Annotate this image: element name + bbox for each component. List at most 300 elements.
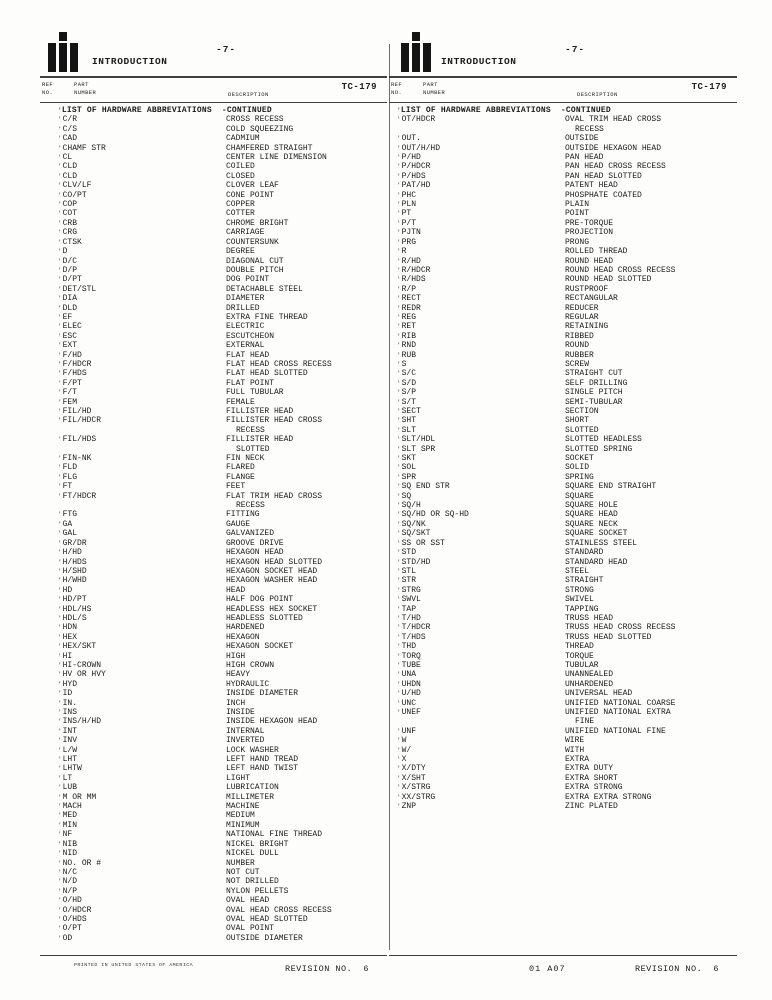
- abbreviation-description: SOLID: [565, 463, 590, 473]
- abbreviation-code: ' T/HDS: [397, 633, 565, 642]
- abbreviation-description: UNHARDENED: [565, 679, 614, 689]
- abbreviation-row: [58, 115, 387, 124]
- abbreviation-description: UNIFIED NATIONAL EXTRA FINE: [565, 708, 671, 727]
- abbreviation-code: ' L/W: [58, 746, 226, 755]
- abbreviation-row: [397, 369, 737, 378]
- abbreviation-description: FILLISTER HEAD CROSS RECESS: [226, 416, 323, 435]
- abbreviation-description: ZINC PLATED: [565, 802, 618, 812]
- abbreviation-code: ' CHAMF STR: [58, 144, 226, 153]
- abbreviation-row: [58, 172, 387, 181]
- abbreviation-description: CONE POINT: [226, 190, 275, 200]
- abbreviation-description: OVAL HEAD SLOTTED: [226, 914, 308, 924]
- abbreviation-row: [397, 351, 737, 360]
- abbreviation-row: [58, 717, 387, 726]
- abbreviation-description: HALF DOG POINT: [226, 595, 294, 605]
- abbreviation-row: [397, 708, 737, 727]
- abbreviation-description: STRAIGHT: [565, 576, 604, 586]
- abbreviation-code: ' RET: [397, 322, 565, 331]
- abbreviation-row: [397, 510, 737, 519]
- abbreviation-description: ROUND HEAD CROSS RECESS: [565, 265, 676, 275]
- abbreviation-description: SLOTTED HEADLESS: [565, 435, 642, 445]
- abbreviation-description: SWIVEL: [565, 595, 594, 605]
- abbreviation-description: CARRIAGE: [226, 228, 265, 238]
- abbreviation-description: NOT DRILLED: [226, 877, 279, 887]
- abbreviation-code: ' HDL/HS: [58, 605, 226, 614]
- abbreviation-description: OUTSIDE HEXAGON HEAD: [565, 143, 662, 153]
- abbreviation-description: LIGHT: [226, 773, 251, 783]
- abbreviation-code: ' W/: [397, 746, 565, 755]
- revision-number: REVISION NO. 6: [634, 964, 719, 974]
- abbreviation-description: LUBRICATION: [226, 783, 279, 793]
- abbreviation-description: NUMBER: [226, 858, 255, 868]
- abbreviation-code: ' SLT: [397, 426, 565, 435]
- abbreviation-description: FLAT HEAD SLOTTED: [226, 369, 308, 379]
- abbreviation-code: ' UNC: [397, 699, 565, 708]
- abbreviation-description: SHORT: [565, 416, 590, 426]
- abbreviation-row: [397, 144, 737, 153]
- abbreviation-code: ' ZNP: [397, 802, 565, 811]
- doc-code: TC-179: [691, 82, 727, 92]
- abbreviation-description: PLAIN: [565, 200, 590, 210]
- abbreviation-row: [397, 670, 737, 679]
- abbreviation-description: SELF DRILLING: [565, 378, 628, 388]
- abbreviation-code: ' INS/H/HD: [58, 717, 226, 726]
- abbreviation-row: [397, 548, 737, 557]
- abbreviation-code: ' UHDN: [397, 680, 565, 689]
- abbreviation-code: ' STD/HD: [397, 558, 565, 567]
- abbreviation-description: FLARED: [226, 463, 255, 473]
- abbreviation-row: [58, 454, 387, 463]
- abbreviation-code: ' STD: [397, 548, 565, 557]
- abbreviation-description: FLAT POINT: [226, 378, 275, 388]
- abbreviation-description: WIRE: [565, 736, 585, 746]
- abbreviation-code: ' R/HDS: [397, 275, 565, 284]
- abbreviation-code: ' D/C: [58, 257, 226, 266]
- abbreviation-description: RUSTPROOF: [565, 284, 609, 294]
- abbreviation-row: [397, 623, 737, 632]
- abbreviation-code: ' CO/PT: [58, 191, 226, 200]
- abbreviation-code: ' CAD: [58, 134, 226, 143]
- section-title: INTRODUCTION: [92, 56, 168, 67]
- abbreviation-row: [58, 275, 387, 284]
- abbreviation-description: GAUGE: [226, 519, 251, 529]
- abbreviation-code: ' SQ/SKT: [397, 529, 565, 538]
- abbreviation-description: CROSS RECESS: [226, 115, 284, 125]
- abbreviation-code: ' SQ/NK: [397, 520, 565, 529]
- abbreviation-description: PROJECTION: [565, 228, 614, 238]
- abbreviation-code: ' P/HDS: [397, 172, 565, 181]
- abbreviation-code: ' SECT: [397, 407, 565, 416]
- abbreviation-row: [58, 652, 387, 661]
- abbreviation-row: [397, 567, 737, 576]
- abbreviation-code: ' INS: [58, 708, 226, 717]
- abbreviation-description: RUBBER: [565, 350, 594, 360]
- abbreviation-row: [397, 228, 737, 237]
- abbreviation-code: ' R/P: [397, 285, 565, 294]
- abbreviation-row: [58, 144, 387, 153]
- abbreviation-row: [397, 793, 737, 802]
- page-panel-right: [389, 30, 737, 982]
- page-divider-line: [389, 44, 390, 950]
- abbreviation-code: ' GA: [58, 520, 226, 529]
- abbreviation-description: GALVANIZED: [226, 529, 275, 539]
- abbreviation-code: ' MED: [58, 811, 226, 820]
- abbreviation-code: ' OT/HDCR: [397, 115, 565, 134]
- abbreviation-row: [397, 501, 737, 510]
- abbreviation-code: ' H/HDS: [58, 558, 226, 567]
- abbreviation-code: ' CLV/LF: [58, 181, 226, 190]
- abbreviation-row: [58, 238, 387, 247]
- abbreviation-code: ' NIB: [58, 840, 226, 849]
- panel-header: [389, 30, 737, 76]
- abbreviation-row: [397, 304, 737, 313]
- abbreviation-code: ' LHTW: [58, 764, 226, 773]
- abbreviation-row: [397, 586, 737, 595]
- abbreviation-code: ' HEX: [58, 633, 226, 642]
- abbreviation-description: POINT: [565, 209, 590, 219]
- abbreviation-code: ' H/SHD: [58, 567, 226, 576]
- abbreviation-code: ' GAL: [58, 529, 226, 538]
- abbreviation-description: CLOVER LEAF: [226, 181, 279, 191]
- abbreviation-row: [58, 736, 387, 745]
- abbreviation-description: OVAL POINT: [226, 924, 275, 934]
- abbreviation-code: ' D/P: [58, 266, 226, 275]
- abbreviation-description: GROOVE DRIVE: [226, 538, 284, 548]
- abbreviation-code: ' GR/DR: [58, 539, 226, 548]
- abbreviation-code: ' SOL: [397, 463, 565, 472]
- abbreviation-description: HEADLESS HEX SOCKET: [226, 604, 318, 614]
- abbreviation-description: EXTRA EXTRA STRONG: [565, 792, 652, 802]
- abbreviation-row: [58, 285, 387, 294]
- abbreviation-row: [58, 548, 387, 557]
- abbreviation-description: ELECTRIC: [226, 322, 265, 332]
- abbreviation-code: ' SPR: [397, 473, 565, 482]
- abbreviation-description: FLAT HEAD: [226, 350, 270, 360]
- abbreviation-row: [397, 209, 737, 218]
- abbreviation-row: [397, 341, 737, 350]
- abbreviation-code: ' X: [397, 755, 565, 764]
- abbreviation-description: THREAD: [565, 642, 594, 652]
- abbreviation-code: ' C/R: [58, 115, 226, 124]
- part-number-header: PART NUMBER: [423, 81, 446, 96]
- abbreviation-description: HEAD: [226, 585, 246, 595]
- abbreviation-code: ' HDL/S: [58, 614, 226, 623]
- panel-header: [40, 30, 387, 76]
- abbreviation-row: [397, 595, 737, 604]
- abbreviation-row: [58, 680, 387, 689]
- abbreviation-row: [397, 238, 737, 247]
- abbreviation-description: STRAIGHT CUT: [565, 369, 623, 379]
- abbreviation-description: DIAGONAL CUT: [226, 256, 284, 266]
- abbreviation-description: RETAINING: [565, 322, 609, 332]
- abbreviation-code: ' FTG: [58, 510, 226, 519]
- abbreviation-row: [397, 473, 737, 482]
- abbreviation-description: HIGH CROWN: [226, 660, 275, 670]
- abbreviation-row: [397, 755, 737, 764]
- abbreviation-code: ' OUT.: [397, 134, 565, 143]
- abbreviation-code: ' IN.: [58, 699, 226, 708]
- ref-no-header: REF NO.: [391, 81, 403, 96]
- abbreviation-row: [397, 463, 737, 472]
- abbreviation-description: NOT CUT: [226, 867, 260, 877]
- abbreviation-row: [397, 322, 737, 331]
- abbreviation-row: [397, 633, 737, 642]
- abbreviation-row: [58, 529, 387, 538]
- abbreviation-code: ' HYD: [58, 680, 226, 689]
- abbreviation-code: ' C/S: [58, 125, 226, 134]
- abbreviation-description: WITH: [565, 745, 585, 755]
- abbreviation-code: ' OUT/H/HD: [397, 144, 565, 153]
- abbreviation-code: ' DIA: [58, 294, 226, 303]
- abbreviation-row: [397, 134, 737, 143]
- abbreviation-row: [397, 642, 737, 651]
- abbreviation-description: HEXAGON WASHER HEAD: [226, 576, 318, 586]
- abbreviation-description: CHROME BRIGHT: [226, 218, 289, 228]
- abbreviation-description: HEXAGON: [226, 632, 260, 642]
- abbreviation-code: ' F/PT: [58, 379, 226, 388]
- abbreviation-row: [397, 689, 737, 698]
- list-title: ' LIST OF HARDWARE ABBREVIATIONS -CONTINUED: [397, 106, 737, 115]
- abbreviation-description: CADMIUM: [226, 134, 260, 144]
- abbreviation-row: [58, 849, 387, 858]
- abbreviation-row: [58, 840, 387, 849]
- abbreviation-description: SQUARE HEAD: [565, 510, 618, 520]
- abbreviation-row: [397, 219, 737, 228]
- abbreviation-description: DIAMETER: [226, 294, 265, 304]
- abbreviation-code: ' S/D: [397, 379, 565, 388]
- abbreviation-row: [58, 821, 387, 830]
- abbreviation-row: [58, 463, 387, 472]
- abbreviation-description: SEMI-TUBULAR: [565, 397, 623, 407]
- abbreviation-description: OUTSIDE: [565, 134, 599, 144]
- abbreviation-description: UNIFIED NATIONAL COARSE: [565, 698, 676, 708]
- abbreviation-row: [58, 558, 387, 567]
- abbreviation-row: [58, 407, 387, 416]
- abbreviation-row: [397, 115, 737, 134]
- abbreviation-code: ' T/HDCR: [397, 623, 565, 632]
- abbreviation-code: ' FLG: [58, 473, 226, 482]
- abbreviation-description: SQUARE SOCKET: [565, 529, 628, 539]
- abbreviation-row: [58, 247, 387, 256]
- abbreviation-description: CLOSED: [226, 171, 255, 181]
- abbreviation-row: [58, 764, 387, 773]
- abbreviation-code: ' ID: [58, 689, 226, 698]
- abbreviation-code: ' COP: [58, 200, 226, 209]
- abbreviation-row: [397, 285, 737, 294]
- abbreviation-description: HIGH: [226, 651, 246, 661]
- abbreviation-row: [58, 379, 387, 388]
- abbreviation-row: [58, 661, 387, 670]
- abbreviation-row: [58, 191, 387, 200]
- abbreviation-row: [58, 642, 387, 651]
- abbreviation-description: FEMALE: [226, 397, 255, 407]
- abbreviation-row: [58, 699, 387, 708]
- abbreviation-code: ' F/HDCR: [58, 360, 226, 369]
- abbreviation-description: LEFT HAND TWIST: [226, 764, 299, 774]
- abbreviation-code: ' TAP: [397, 605, 565, 614]
- abbreviation-code: ' HI-CROWN: [58, 661, 226, 670]
- abbreviation-code: ' SQ END STR: [397, 482, 565, 491]
- abbreviation-row: [58, 351, 387, 360]
- abbreviation-row: [397, 605, 737, 614]
- abbreviation-row: [58, 510, 387, 519]
- abbreviation-description: OUTSIDE DIAMETER: [226, 933, 303, 943]
- abbreviation-code: ' NID: [58, 849, 226, 858]
- ih-logo-icon: [399, 32, 433, 72]
- abbreviation-code: ' PT: [397, 209, 565, 218]
- abbreviation-row: [397, 247, 737, 256]
- abbreviation-row: [58, 322, 387, 331]
- abbreviation-code: ' S/C: [397, 369, 565, 378]
- abbreviation-row: [397, 736, 737, 745]
- abbreviation-row: [58, 802, 387, 811]
- abbreviation-row: [58, 294, 387, 303]
- abbreviation-description: STRONG: [565, 585, 594, 595]
- abbreviation-description: DRILLED: [226, 303, 260, 313]
- abbreviation-description: PHOSPHATE COATED: [565, 190, 642, 200]
- abbreviation-code: ' TORQ: [397, 652, 565, 661]
- abbreviation-description: INSIDE HEXAGON HEAD: [226, 717, 318, 727]
- abbreviation-row: [397, 181, 737, 190]
- abbreviation-description: MACHINE: [226, 802, 260, 812]
- abbreviation-description: ROUND: [565, 341, 590, 351]
- abbreviation-description: INTERNAL: [226, 726, 265, 736]
- abbreviation-code: ' RUB: [397, 351, 565, 360]
- abbreviation-row: [397, 294, 737, 303]
- abbreviation-description: STAINLESS STEEL: [565, 538, 638, 548]
- abbreviation-description: COUNTERSUNK: [226, 237, 279, 247]
- abbreviation-description: OVAL HEAD: [226, 896, 270, 906]
- abbreviation-row: [397, 266, 737, 275]
- abbreviation-code: ' NF: [58, 830, 226, 839]
- abbreviation-row: [397, 454, 737, 463]
- abbreviation-description: FEET: [226, 482, 246, 492]
- page-number: -7-: [216, 44, 237, 55]
- abbreviation-description: TRUSS HEAD: [565, 613, 614, 623]
- abbreviation-code: ' P/HDCR: [397, 162, 565, 171]
- doc-code: TC-179: [341, 82, 377, 92]
- abbreviation-row: [397, 445, 737, 454]
- abbreviation-code: ' LUB: [58, 783, 226, 792]
- abbreviation-row: [397, 153, 737, 162]
- abbreviation-code: ' N/C: [58, 868, 226, 877]
- abbreviation-code: ' SQ: [397, 492, 565, 501]
- abbreviation-row: [58, 924, 387, 933]
- abbreviation-row: [58, 435, 387, 454]
- abbreviation-code: ' CL: [58, 153, 226, 162]
- page-number: -7-: [565, 44, 586, 55]
- column-headers: [40, 76, 387, 103]
- abbreviation-row: [58, 209, 387, 218]
- abbreviation-description: CENTER LINE DIMENSION: [226, 153, 327, 163]
- abbreviation-row: [58, 755, 387, 764]
- abbreviation-description: HEAVY: [226, 670, 251, 680]
- abbreviation-code: ' PHC: [397, 191, 565, 200]
- abbreviation-row: [58, 670, 387, 679]
- abbreviation-row: [58, 200, 387, 209]
- abbreviation-row: [397, 416, 737, 425]
- abbreviation-description: HEXAGON SOCKET: [226, 642, 294, 652]
- abbreviation-row: [58, 595, 387, 604]
- abbreviation-row: [397, 539, 737, 548]
- abbreviation-description: OVAL TRIM HEAD CROSS RECESS: [565, 115, 662, 134]
- abbreviation-row: [58, 887, 387, 896]
- abbreviation-description: TRUSS HEAD SLOTTED: [565, 632, 652, 642]
- abbreviation-description: FITTING: [226, 510, 260, 520]
- abbreviation-row: [397, 313, 737, 322]
- abbreviation-description: ESCUTCHEON: [226, 331, 275, 341]
- abbreviation-description: EXTRA SHORT: [565, 773, 618, 783]
- abbreviation-description: HEXAGON HEAD SLOTTED: [226, 557, 323, 567]
- revision-number: REVISION NO. 6: [284, 964, 369, 974]
- abbreviation-description: FILLISTER HEAD: [226, 407, 294, 416]
- abbreviation-code: ' HD/PT: [58, 595, 226, 604]
- abbreviation-description: UNIFIED NATIONAL FINE: [565, 726, 666, 736]
- abbreviation-description: FLAT HEAD CROSS RECESS: [226, 359, 332, 369]
- abbreviation-code: ' NO. OR #: [58, 859, 226, 868]
- description-header: DESCRIPTION: [577, 91, 618, 98]
- abbreviation-row: [58, 360, 387, 369]
- abbreviation-code: ' H/WHD: [58, 576, 226, 585]
- abbreviation-row: [397, 764, 737, 773]
- abbreviation-row: [58, 689, 387, 698]
- abbreviation-row: [397, 774, 737, 783]
- abbreviation-description: EXTRA FINE THREAD: [226, 312, 308, 322]
- abbreviation-row: [397, 200, 737, 209]
- abbreviation-row: [58, 181, 387, 190]
- abbreviation-row: [58, 416, 387, 435]
- abbreviation-code: ' SWVL: [397, 595, 565, 604]
- abbreviation-row: [58, 567, 387, 576]
- abbreviation-row: [397, 614, 737, 623]
- abbreviation-code: ' SLT/HDL: [397, 435, 565, 444]
- abbreviation-row: [58, 398, 387, 407]
- abbreviation-description: SOCKET: [565, 454, 594, 464]
- abbreviation-description: COILED: [226, 162, 255, 172]
- list-title: ' LIST OF HARDWARE ABBREVIATIONS -CONTINUED: [58, 106, 387, 115]
- abbreviation-description: ROLLED THREAD: [565, 247, 628, 257]
- abbreviation-row: [58, 125, 387, 134]
- abbreviation-code: ' P/HD: [397, 153, 565, 162]
- abbreviation-code: ' P/T: [397, 219, 565, 228]
- abbreviation-row: [397, 576, 737, 585]
- abbreviation-row: [397, 680, 737, 689]
- abbreviation-code: ' MACH: [58, 802, 226, 811]
- abbreviation-row: [58, 605, 387, 614]
- abbreviation-description: RIBBED: [565, 331, 594, 341]
- abbreviation-code: ' REDR: [397, 304, 565, 313]
- abbreviation-code: ' FIN-NK: [58, 454, 226, 463]
- abbreviation-code: ' W: [397, 736, 565, 745]
- abbreviation-description: NICKEL DULL: [226, 849, 279, 859]
- abbreviation-row: [58, 746, 387, 755]
- abbreviation-row: [58, 266, 387, 275]
- section-title: INTRODUCTION: [441, 56, 517, 67]
- abbreviation-row: [58, 586, 387, 595]
- abbreviation-row: [397, 802, 737, 811]
- abbreviation-description: NATIONAL FINE THREAD: [226, 830, 323, 840]
- abbreviation-description: DETACHABLE STEEL: [226, 284, 303, 294]
- abbreviation-row: [397, 482, 737, 491]
- abbreviation-row: [397, 360, 737, 369]
- abbreviation-description: COLD SQUEEZING: [226, 124, 294, 134]
- abbreviation-code: ' CLD: [58, 172, 226, 181]
- abbreviation-row: [58, 830, 387, 839]
- abbreviation-row: [58, 708, 387, 717]
- abbreviation-code: ' INT: [58, 727, 226, 736]
- abbreviation-code: ' LT: [58, 774, 226, 783]
- ref-no-header: REF NO.: [42, 81, 54, 96]
